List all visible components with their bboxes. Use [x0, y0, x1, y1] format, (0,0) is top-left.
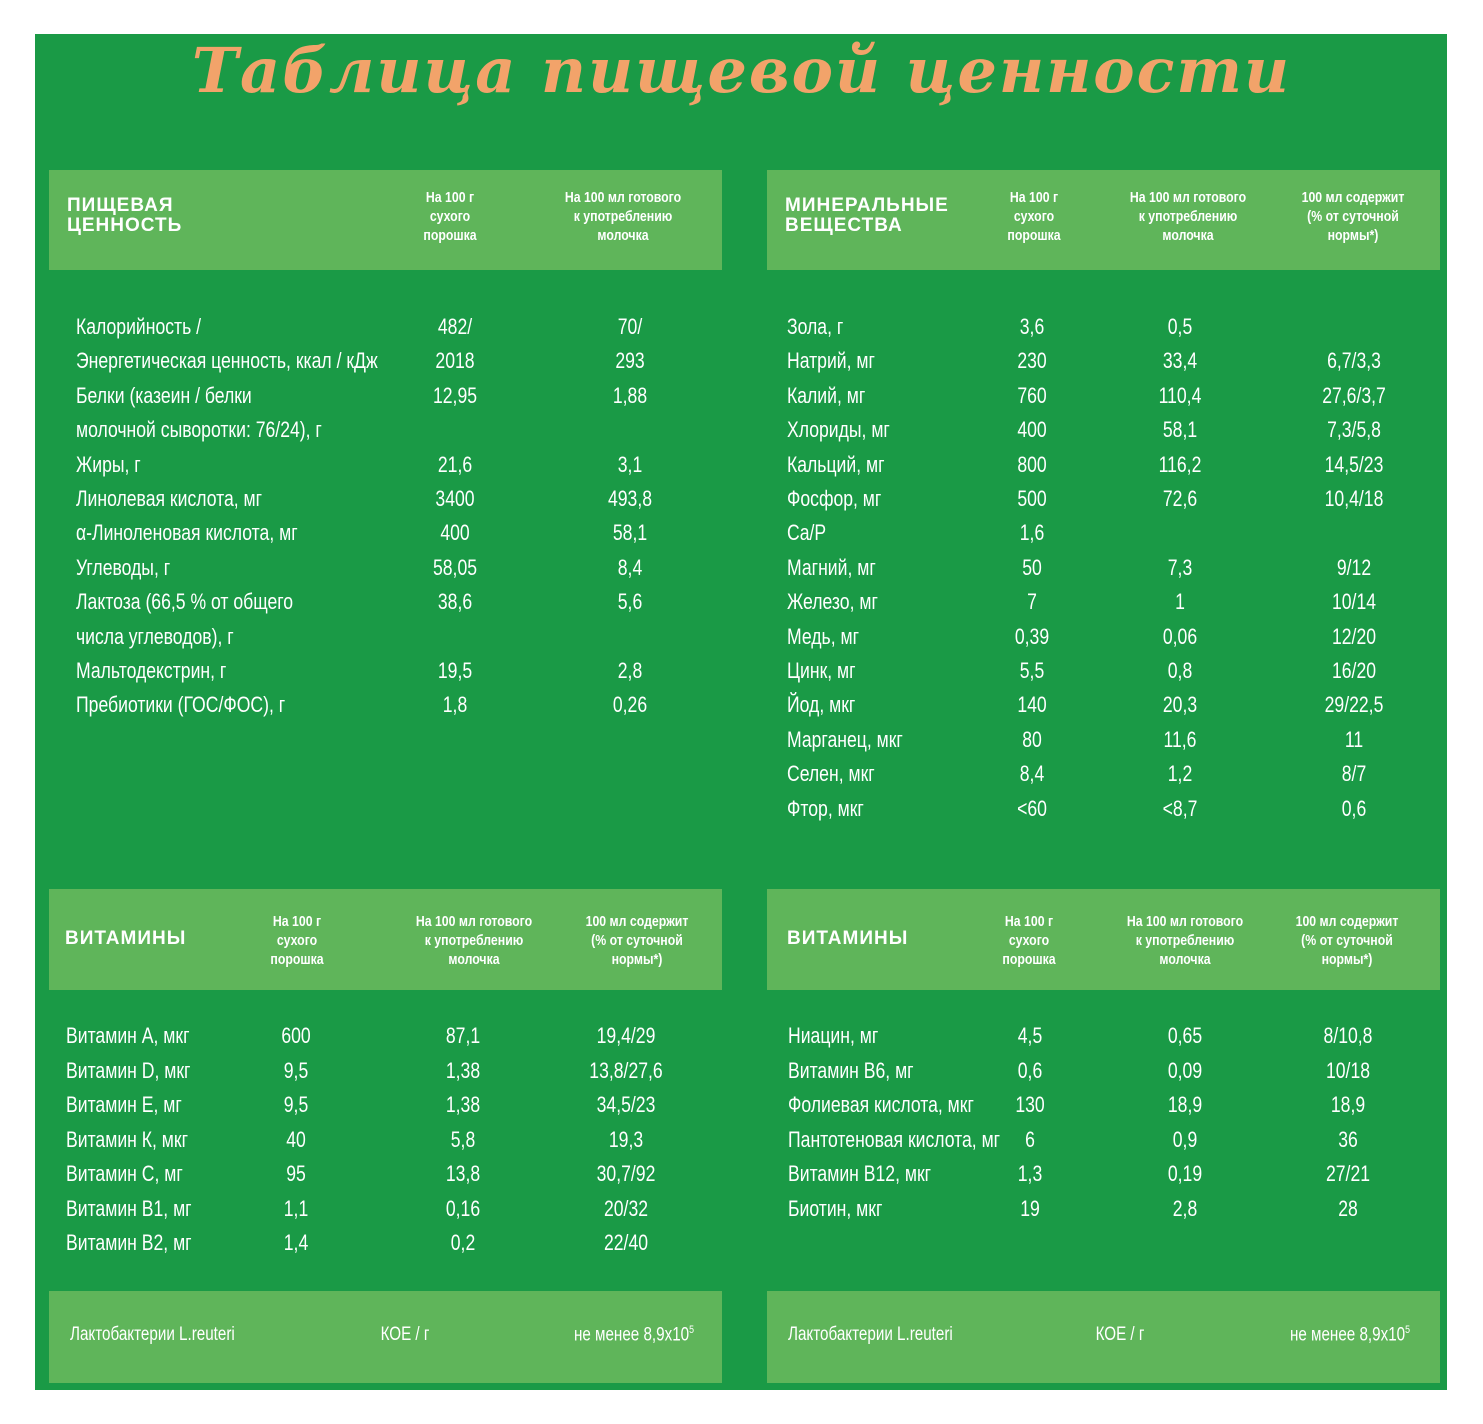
row-value: 21,6 [437, 451, 473, 477]
row-label: Медь, мг [787, 623, 859, 649]
row-value: 72,6 [1162, 486, 1198, 511]
row-value: 50 [1022, 554, 1042, 580]
row-label: Фосфор, мг [787, 486, 882, 511]
header-line: На 100 г [425, 189, 475, 206]
row-value: 2018 [435, 348, 475, 374]
header-line: На 100 мл готового [1126, 913, 1244, 930]
row-label: Жиры, г [76, 451, 141, 477]
row-value: 0,2 [450, 1230, 476, 1255]
row-value: 130 [1015, 1092, 1045, 1117]
row-value: 36 [1338, 1126, 1358, 1152]
row-value: 14,5/23 [1324, 451, 1384, 477]
row-value: 9/12 [1336, 554, 1372, 580]
nutrition-heading-line1: ПИЩЕВАЯ [67, 195, 174, 216]
row-value: 16/20 [1331, 658, 1377, 683]
nutrition-col2-header [549, 188, 697, 245]
row-label: Белки (казеин / белки [76, 382, 252, 408]
row-value: 0,65 [1167, 1023, 1203, 1048]
row-value: 0,19 [1167, 1161, 1203, 1186]
row-value: 1,8 [442, 692, 468, 718]
header-line: На 100 г [272, 913, 322, 930]
row-value: 2,8 [617, 658, 643, 683]
row-value: 0,16 [445, 1195, 481, 1221]
row-label: Биотин, мкг [788, 1195, 883, 1221]
row-value: 12/20 [1331, 623, 1377, 649]
row-value: 27/21 [1325, 1161, 1371, 1186]
row-value: 760 [1017, 382, 1047, 408]
vitamins-left-col3-header [567, 912, 706, 969]
row-label: Магний, мг [787, 554, 876, 580]
header-line: порошка [270, 951, 324, 968]
footer-right-name: Лактобактерии L.reuteri [788, 1324, 953, 1345]
row-value: 87,1 [445, 1023, 481, 1048]
header-line: молочка [448, 951, 500, 968]
row-value: 0,6 [1341, 795, 1367, 821]
row-value: 4,5 [1017, 1023, 1043, 1048]
row-value: 11,6 [1163, 726, 1197, 752]
row-value: 13,8 [445, 1161, 481, 1186]
header-line: (% от суточной [1307, 208, 1399, 225]
row-value: 80 [1022, 726, 1042, 752]
row-value: 5,8 [450, 1126, 476, 1152]
row-value: 5,6 [617, 589, 643, 615]
row-value: 8/7 [1341, 761, 1367, 787]
row-label: Мальтодекстрин, г [76, 658, 227, 683]
row-value: 800 [1017, 451, 1047, 477]
header-line: сухого [1008, 932, 1050, 949]
row-label: числа углеводов), г [76, 623, 234, 649]
row-value: 11 [1344, 726, 1364, 752]
row-label: Витамин С, мг [66, 1161, 183, 1186]
row-value: 7,3/5,8 [1327, 417, 1381, 443]
row-label: Витамин А, мкг [66, 1023, 190, 1048]
row-value: 18,9 [1167, 1092, 1203, 1117]
header-line: нормы*) [1327, 227, 1379, 244]
vitamins-left-heading: ВИТАМИНЫ [65, 928, 187, 949]
header-line: порошка [423, 227, 477, 244]
header-line: к употреблению [1138, 208, 1238, 225]
row-value: 0,8 [1167, 658, 1193, 683]
row-label: Марганец, мкг [787, 726, 903, 752]
row-value: <8,7 [1162, 795, 1198, 821]
row-value: <60 [1017, 795, 1047, 821]
row-value: 12,95 [432, 382, 478, 408]
row-value: 18,9 [1330, 1092, 1366, 1117]
row-value: 7 [1027, 589, 1037, 615]
row-value: 19,5 [437, 658, 473, 683]
row-value: 19,3 [608, 1126, 644, 1152]
row-label: Углеводы, г [76, 554, 171, 580]
row-label: Цинк, мг [787, 658, 856, 683]
row-value: 8/10,8 [1323, 1023, 1373, 1048]
row-value: 1,6 [1019, 520, 1045, 546]
row-value: 22/40 [603, 1230, 649, 1255]
vitamins-right-heading: ВИТАМИНЫ [787, 928, 909, 949]
row-value: 1,3 [1017, 1161, 1043, 1186]
row-value: 1,2 [1167, 761, 1193, 787]
row-label: Витамин В1, мг [66, 1195, 192, 1221]
row-value: 40 [286, 1126, 306, 1152]
footer-right-value [1239, 1324, 1410, 1346]
row-label: Пребиотики (ГОС/ФОС), г [76, 692, 286, 718]
footer-left-value-text: не менее 8,9х10 [573, 1324, 690, 1346]
header-line: На 100 г [1004, 913, 1054, 930]
row-label: Энергетическая ценность, ккал / кДж [76, 348, 378, 374]
row-value: 493,8 [607, 486, 653, 511]
row-label: Пантотеновая кислота, мг [788, 1126, 1001, 1152]
header-line: к употреблению [573, 208, 673, 225]
footer-left-value [523, 1324, 694, 1346]
row-value: 1,38 [445, 1057, 481, 1083]
row-value: 140 [1017, 692, 1047, 718]
row-value: 58,1 [612, 520, 648, 546]
header-line: сухого [276, 932, 318, 949]
row-value: 10/18 [1325, 1057, 1371, 1083]
nutrition-heading [67, 196, 182, 236]
minerals-col1-header [977, 188, 1092, 245]
row-value: 9,5 [283, 1057, 309, 1083]
row-value: 10,4/18 [1324, 486, 1384, 511]
header-line: На 100 мл готового [564, 189, 682, 206]
header-line: (% от суточной [591, 932, 683, 949]
row-value: 6,7/3,3 [1327, 348, 1381, 374]
header-line: молочка [1162, 227, 1214, 244]
row-value: 6 [1025, 1126, 1035, 1152]
row-value: 8,4 [1019, 761, 1045, 787]
row-value: 9,5 [283, 1092, 309, 1117]
row-value: 5,5 [1019, 658, 1045, 683]
row-value: 0,09 [1167, 1057, 1203, 1083]
row-value: 0,6 [1017, 1057, 1043, 1083]
row-value: 10/14 [1331, 589, 1377, 615]
header-line: 100 мл содержит [1295, 913, 1399, 930]
header-line: порошка [1007, 227, 1061, 244]
row-label: Кальций, мг [787, 451, 885, 477]
row-label: Лактоза (66,5 % от общего [76, 589, 294, 615]
row-value: 13,8/27,6 [589, 1057, 663, 1083]
row-label: α-Линоленовая кислота, мг [76, 520, 298, 546]
vitamins-left-col1-header [240, 912, 355, 969]
row-value: 0,26 [612, 692, 648, 718]
nutrition-col1-header [393, 188, 508, 245]
header-line: сухого [429, 208, 471, 225]
row-value: 0,9 [1172, 1126, 1198, 1152]
row-value: 0,06 [1162, 623, 1198, 649]
row-value: 500 [1017, 486, 1047, 511]
header-line: На 100 г [1009, 189, 1059, 206]
row-label: Натрий, мг [787, 348, 875, 374]
header-line: На 100 мл готового [415, 913, 533, 930]
minerals-heading-line1: МИНЕРАЛЬНЫЕ [785, 195, 949, 216]
header-line: 100 мл содержит [585, 913, 689, 930]
header-line: (% от суточной [1301, 932, 1393, 949]
row-label: молочной сыворотки: 76/24), г [76, 417, 322, 443]
row-label: Калорийность / [76, 314, 202, 339]
header-line: На 100 мл готового [1129, 189, 1247, 206]
header-line: нормы*) [611, 951, 663, 968]
row-value: 2,8 [1172, 1195, 1198, 1221]
row-value: 19,4/29 [596, 1023, 656, 1048]
page-title: Таблица пищевой ценности [191, 34, 1292, 107]
vitamins-right-col2-header [1111, 912, 1259, 969]
row-value: 0,5 [1167, 314, 1193, 339]
header-line: 100 мл содержит [1301, 189, 1405, 206]
row-value: 110,4 [1158, 382, 1202, 408]
row-value: 29/22,5 [1324, 692, 1384, 718]
row-label: Витамин В6, мг [788, 1057, 914, 1083]
header-line: к употреблению [1135, 932, 1235, 949]
row-label: Витамин К, мкг [66, 1126, 189, 1152]
minerals-heading-line2: ВЕЩЕСТВА [785, 215, 903, 236]
header-line: порошка [1002, 951, 1056, 968]
vitamins-right-col3-header [1277, 912, 1416, 969]
row-value: 28 [1338, 1195, 1358, 1221]
row-value: 33,4 [1162, 348, 1198, 374]
footer-right-unit: КОЕ / г [1095, 1324, 1145, 1345]
row-value: 293 [615, 348, 645, 374]
row-value: 7,3 [1167, 554, 1193, 580]
row-value: 3,1 [617, 451, 643, 477]
row-label: Калий, мг [787, 382, 866, 408]
row-label: Фолиевая кислота, мкг [788, 1092, 974, 1117]
row-value: 1,88 [612, 382, 648, 408]
row-label: Витамин Е, мг [66, 1092, 182, 1117]
footer-left-exponent: 5 [689, 1324, 694, 1336]
row-value: 400 [1017, 417, 1047, 443]
row-value: 20,3 [1162, 692, 1198, 718]
row-value: 34,5/23 [596, 1092, 656, 1117]
vitamins-right-col1-header [972, 912, 1087, 969]
row-value: 230 [1017, 348, 1047, 374]
header-line: нормы*) [1321, 951, 1373, 968]
row-label: Йод, мкг [787, 692, 856, 718]
footer-left-unit: КОЕ / г [380, 1324, 430, 1345]
row-value: 600 [281, 1023, 311, 1048]
row-value: 20/32 [603, 1195, 649, 1221]
footer-left-name: Лактобактерии L.reuteri [70, 1324, 235, 1345]
row-value: 3400 [435, 486, 475, 511]
row-value: 19 [1020, 1195, 1040, 1221]
row-label: Витамин В12, мкг [788, 1161, 932, 1186]
row-value: 482/ [437, 314, 473, 339]
minerals-col2-header [1114, 188, 1262, 245]
row-label: Зола, г [787, 314, 844, 339]
row-value: 1,1 [283, 1195, 309, 1221]
footer-right-exponent: 5 [1405, 1324, 1410, 1336]
row-value: 0,39 [1014, 623, 1050, 649]
row-value: 58,05 [432, 554, 478, 580]
row-value: 3,6 [1019, 314, 1045, 339]
row-value: 95 [286, 1161, 306, 1186]
row-label: Железо, мг [787, 589, 878, 615]
row-label: Хлориды, мг [787, 417, 890, 443]
row-value: 30,7/92 [596, 1161, 656, 1186]
vitamins-left-col2-header [400, 912, 548, 969]
row-value: 27,6/3,7 [1322, 382, 1386, 408]
row-label: Ca/P [787, 520, 827, 546]
row-label: Ниацин, мг [788, 1023, 879, 1048]
header-line: сухого [1013, 208, 1055, 225]
header-line: молочка [1159, 951, 1211, 968]
row-label: Витамин D, мкг [66, 1057, 191, 1083]
nutrition-heading-line2: ЦЕННОСТЬ [67, 215, 183, 236]
row-value: 1,4 [283, 1230, 309, 1255]
footer-right-value-text: не менее 8,9х10 [1289, 1324, 1406, 1346]
row-value: 8,4 [617, 554, 643, 580]
minerals-col3-header [1283, 188, 1422, 245]
header-line: молочка [597, 227, 649, 244]
row-value: 1,38 [445, 1092, 481, 1117]
row-value: 58,1 [1162, 417, 1198, 443]
row-label: Селен, мкг [787, 761, 875, 787]
row-label: Линолевая кислота, мг [76, 486, 263, 511]
minerals-heading [785, 196, 949, 236]
row-value: 400 [440, 520, 470, 546]
row-label: Витамин В2, мг [66, 1230, 192, 1255]
row-value: 1 [1175, 589, 1185, 615]
row-value: 116,2 [1158, 451, 1202, 477]
row-label: Фтор, мкг [787, 795, 864, 821]
row-value: 70/ [617, 314, 643, 339]
header-line: к употреблению [424, 932, 524, 949]
row-value: 38,6 [437, 589, 473, 615]
